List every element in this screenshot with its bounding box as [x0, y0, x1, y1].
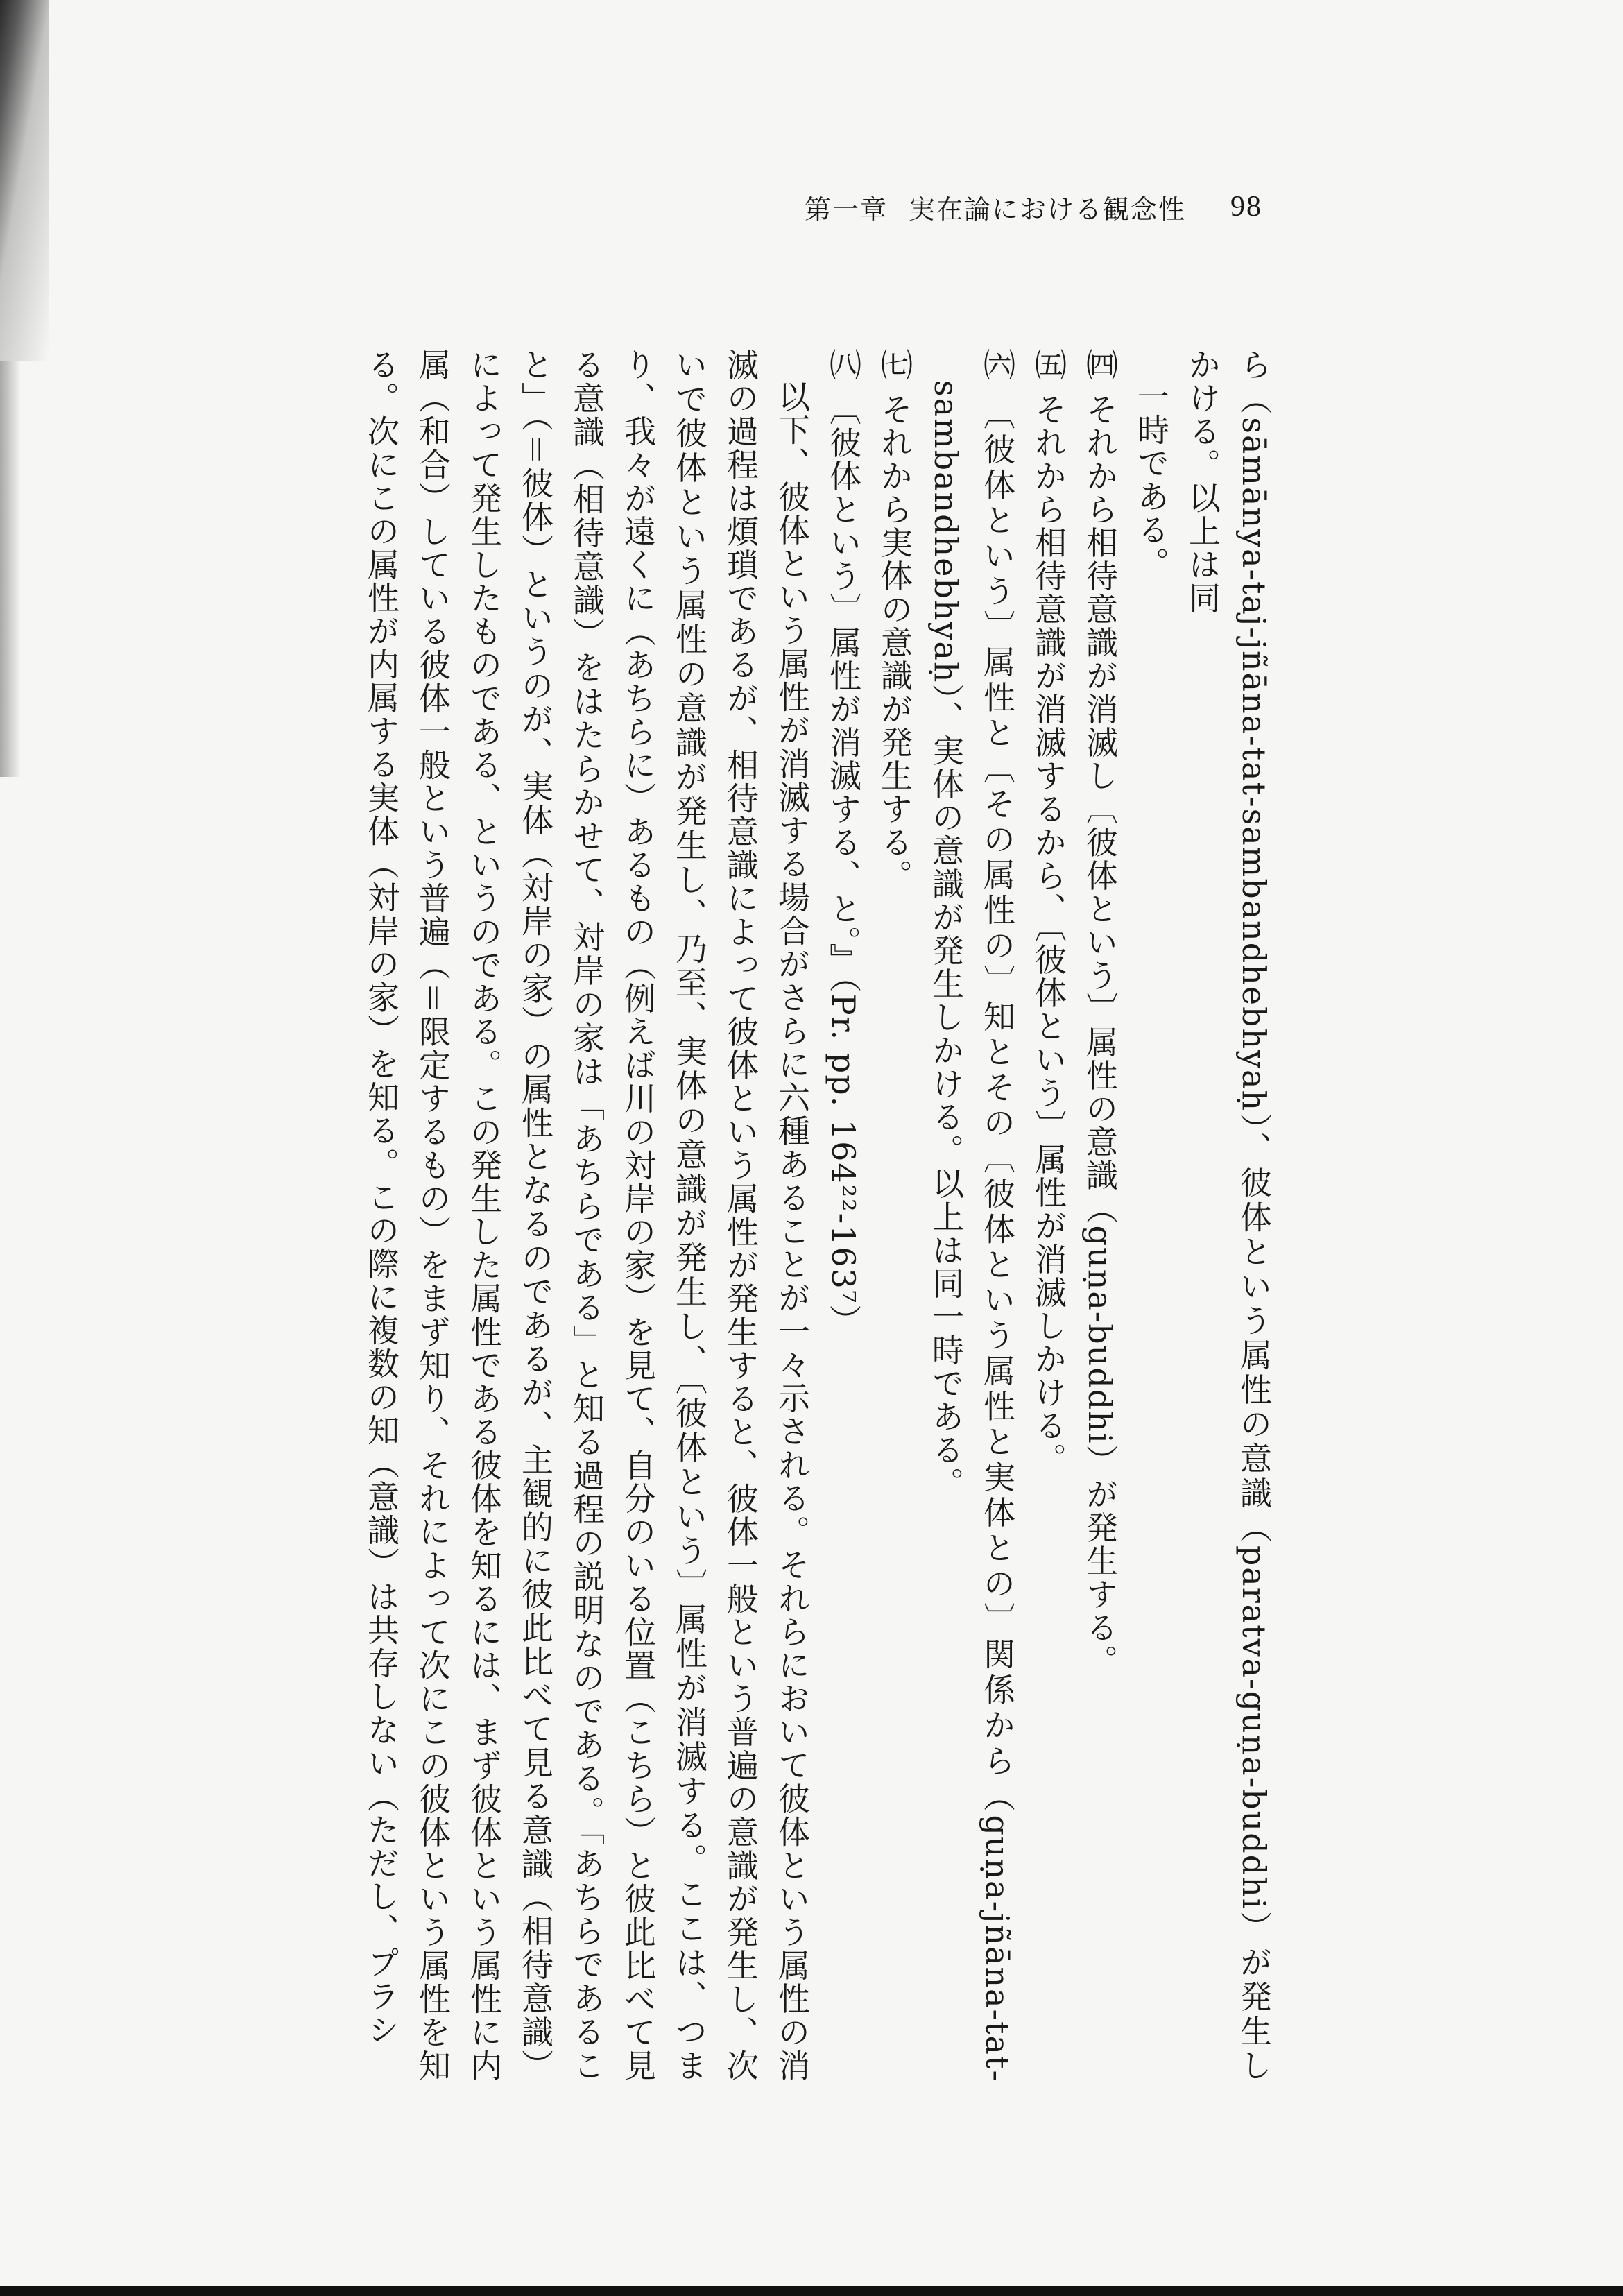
- running-head: [805, 186, 1276, 228]
- chapter-label: 第一章: [805, 194, 888, 225]
- list-item-4: ㈣ それから相待意識が消滅し〔彼体という〕属性の意識（guṇa-buddhi）が発生する。: [1081, 348, 1119, 1678]
- scan-shadow-edge: [0, 0, 49, 361]
- body-text: [198, 348, 1280, 2082]
- page-number: 98: [1230, 191, 1263, 223]
- paragraph-continuation-end: 一時である。: [1133, 380, 1170, 580]
- scan-shadow-edge-lower: [0, 361, 21, 777]
- scan-bottom-edge: [0, 2286, 1623, 2296]
- list-item-8: ㈧ 〔彼体という〕属性が消滅する、と。』（Pr. pp. 164²²-163⁷）: [825, 348, 862, 1338]
- paragraph-main: 以下、彼体という属性が消滅する場合がさらに六種あることが一々示される。それらにおいて彼体という属性の消滅の過程は煩瑣であるが、相待意識によって彼体という属性が発生すると、彼体一般という普遍の意識が発生し、次いで彼体という属性の意識が発生し、乃至、実体の意識が発生し、〔彼体という〕属性が消滅する。ここは、つまり、我々が遠くに（あちらに）あるもの（例えば川の対岸の家）を見て、自分のいる位置（こちら）と彼此比べて見る意識（相待意識）をはたらかせて、対岸の家は「あちらである」と知る過程の説明なのである。「あちらであること」（＝彼体）というのが、実体（対岸の家）の属性となるのであるが、主観的に彼此比べて見る意識（相待意識）によって発生したものである、というのである。この発生した属性である彼体を知るには、まず彼体という属性に内属（和合）している彼体一般という普遍（＝限定するもの）をまず知り、それによって次にこの彼体という属性を知る。次にこの属性が内属する実体（対岸の家）を知る。この際に複数の知（意識）は共存しない（ただし、プラシ: [363, 348, 811, 2082]
- paragraph-continuation: ら（sāmānya-taj-jñāna-tat-sambandhebhyaḥ）、彼体という属性の意識（paratva-guṇa-buddhi）が発生しかける。以上は同: [1184, 348, 1273, 2082]
- chapter-title: 実在論における観念性: [909, 194, 1187, 225]
- list-item-7: ㈦ それから実体の意識が発生する。: [876, 348, 913, 893]
- list-item-6: ㈥ 〔彼体という〕属性と〔その属性の〕知とその〔彼体という属性と実体との〕関係から（guṇa-jñāna-tat-sambandhebhyaḥ）、実体の意識が発生しかける。以上は同一時である。: [927, 348, 1016, 2082]
- list-item-5: ㈤ それから相待意識が消滅するから、〔彼体という〕属性が消滅しかける。: [1030, 348, 1067, 1476]
